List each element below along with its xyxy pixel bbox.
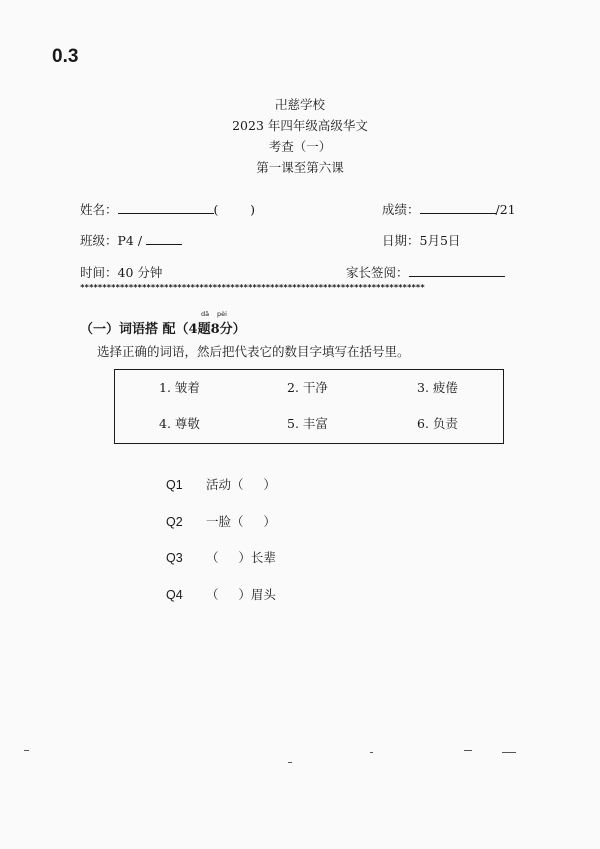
- word-options-box: [114, 369, 504, 444]
- score-field: [382, 200, 516, 218]
- date-label: 日期：5月5日: [382, 233, 461, 248]
- word-option: 5. 丰富: [287, 416, 328, 431]
- question-number: Q3: [166, 551, 183, 565]
- parent-sign-label: 家长签阅：: [346, 265, 409, 280]
- scan-speck: [464, 750, 472, 751]
- school-name: 卍慈学校: [274, 97, 325, 112]
- word-option: 3. 疲倦: [417, 380, 458, 395]
- time-label: 时间：40 分钟: [80, 265, 163, 280]
- score-label: 成绩：: [382, 202, 420, 217]
- question-item: [166, 512, 276, 530]
- lesson-scope: 第一课至第六课: [256, 160, 344, 175]
- pinyin-da: dā: [201, 310, 210, 318]
- star-divider: ******************************************************************************: [80, 283, 425, 292]
- section-1-heading: [80, 310, 246, 337]
- exam-title: 2023 年四年级高级华文: [232, 118, 368, 133]
- name-field: [80, 200, 255, 218]
- word-option: 6. 负责: [417, 416, 458, 431]
- class-label: 班级：P4 /: [80, 233, 143, 248]
- question-text[interactable]: （ ）长辈: [206, 550, 276, 565]
- question-number: Q4: [166, 588, 183, 602]
- question-number: Q2: [166, 515, 183, 529]
- name-label: 姓名：: [80, 202, 118, 217]
- section-1-instruction: 选择正确的词语，然后把代表它的数目字填写在括号里。: [97, 344, 410, 359]
- scan-speck: [24, 750, 29, 751]
- name-blank[interactable]: [118, 201, 214, 214]
- question-item: [166, 475, 276, 493]
- scan-speck: [288, 762, 292, 763]
- page-number-label: 0.3: [52, 46, 79, 67]
- scan-speck: [502, 752, 516, 753]
- name-class-number-paren: ( ): [213, 202, 256, 217]
- question-text[interactable]: （ ）眉头: [206, 587, 276, 602]
- scan-speck: [370, 752, 373, 753]
- word-option: 4. 尊敬: [159, 416, 200, 431]
- class-blank[interactable]: [146, 232, 182, 245]
- question-item: [166, 548, 276, 566]
- parent-sign-blank[interactable]: [409, 264, 505, 277]
- score-blank[interactable]: [420, 201, 496, 214]
- class-field: [80, 231, 182, 249]
- question-item: [166, 585, 276, 603]
- score-total: /21: [495, 202, 516, 217]
- question-text[interactable]: 一脸（ ）: [206, 514, 276, 529]
- parent-sign-field: [346, 263, 505, 281]
- question-number: Q1: [166, 478, 183, 492]
- word-option: 1. 皱着: [159, 380, 200, 395]
- section-1-title: （一）词语搭 配（4题8分）: [80, 322, 246, 337]
- test-name: 考查（一）: [268, 139, 332, 154]
- question-text[interactable]: 活动（ ）: [206, 477, 276, 492]
- word-option: 2. 干净: [287, 380, 328, 395]
- pinyin-pei: pèi: [217, 310, 227, 318]
